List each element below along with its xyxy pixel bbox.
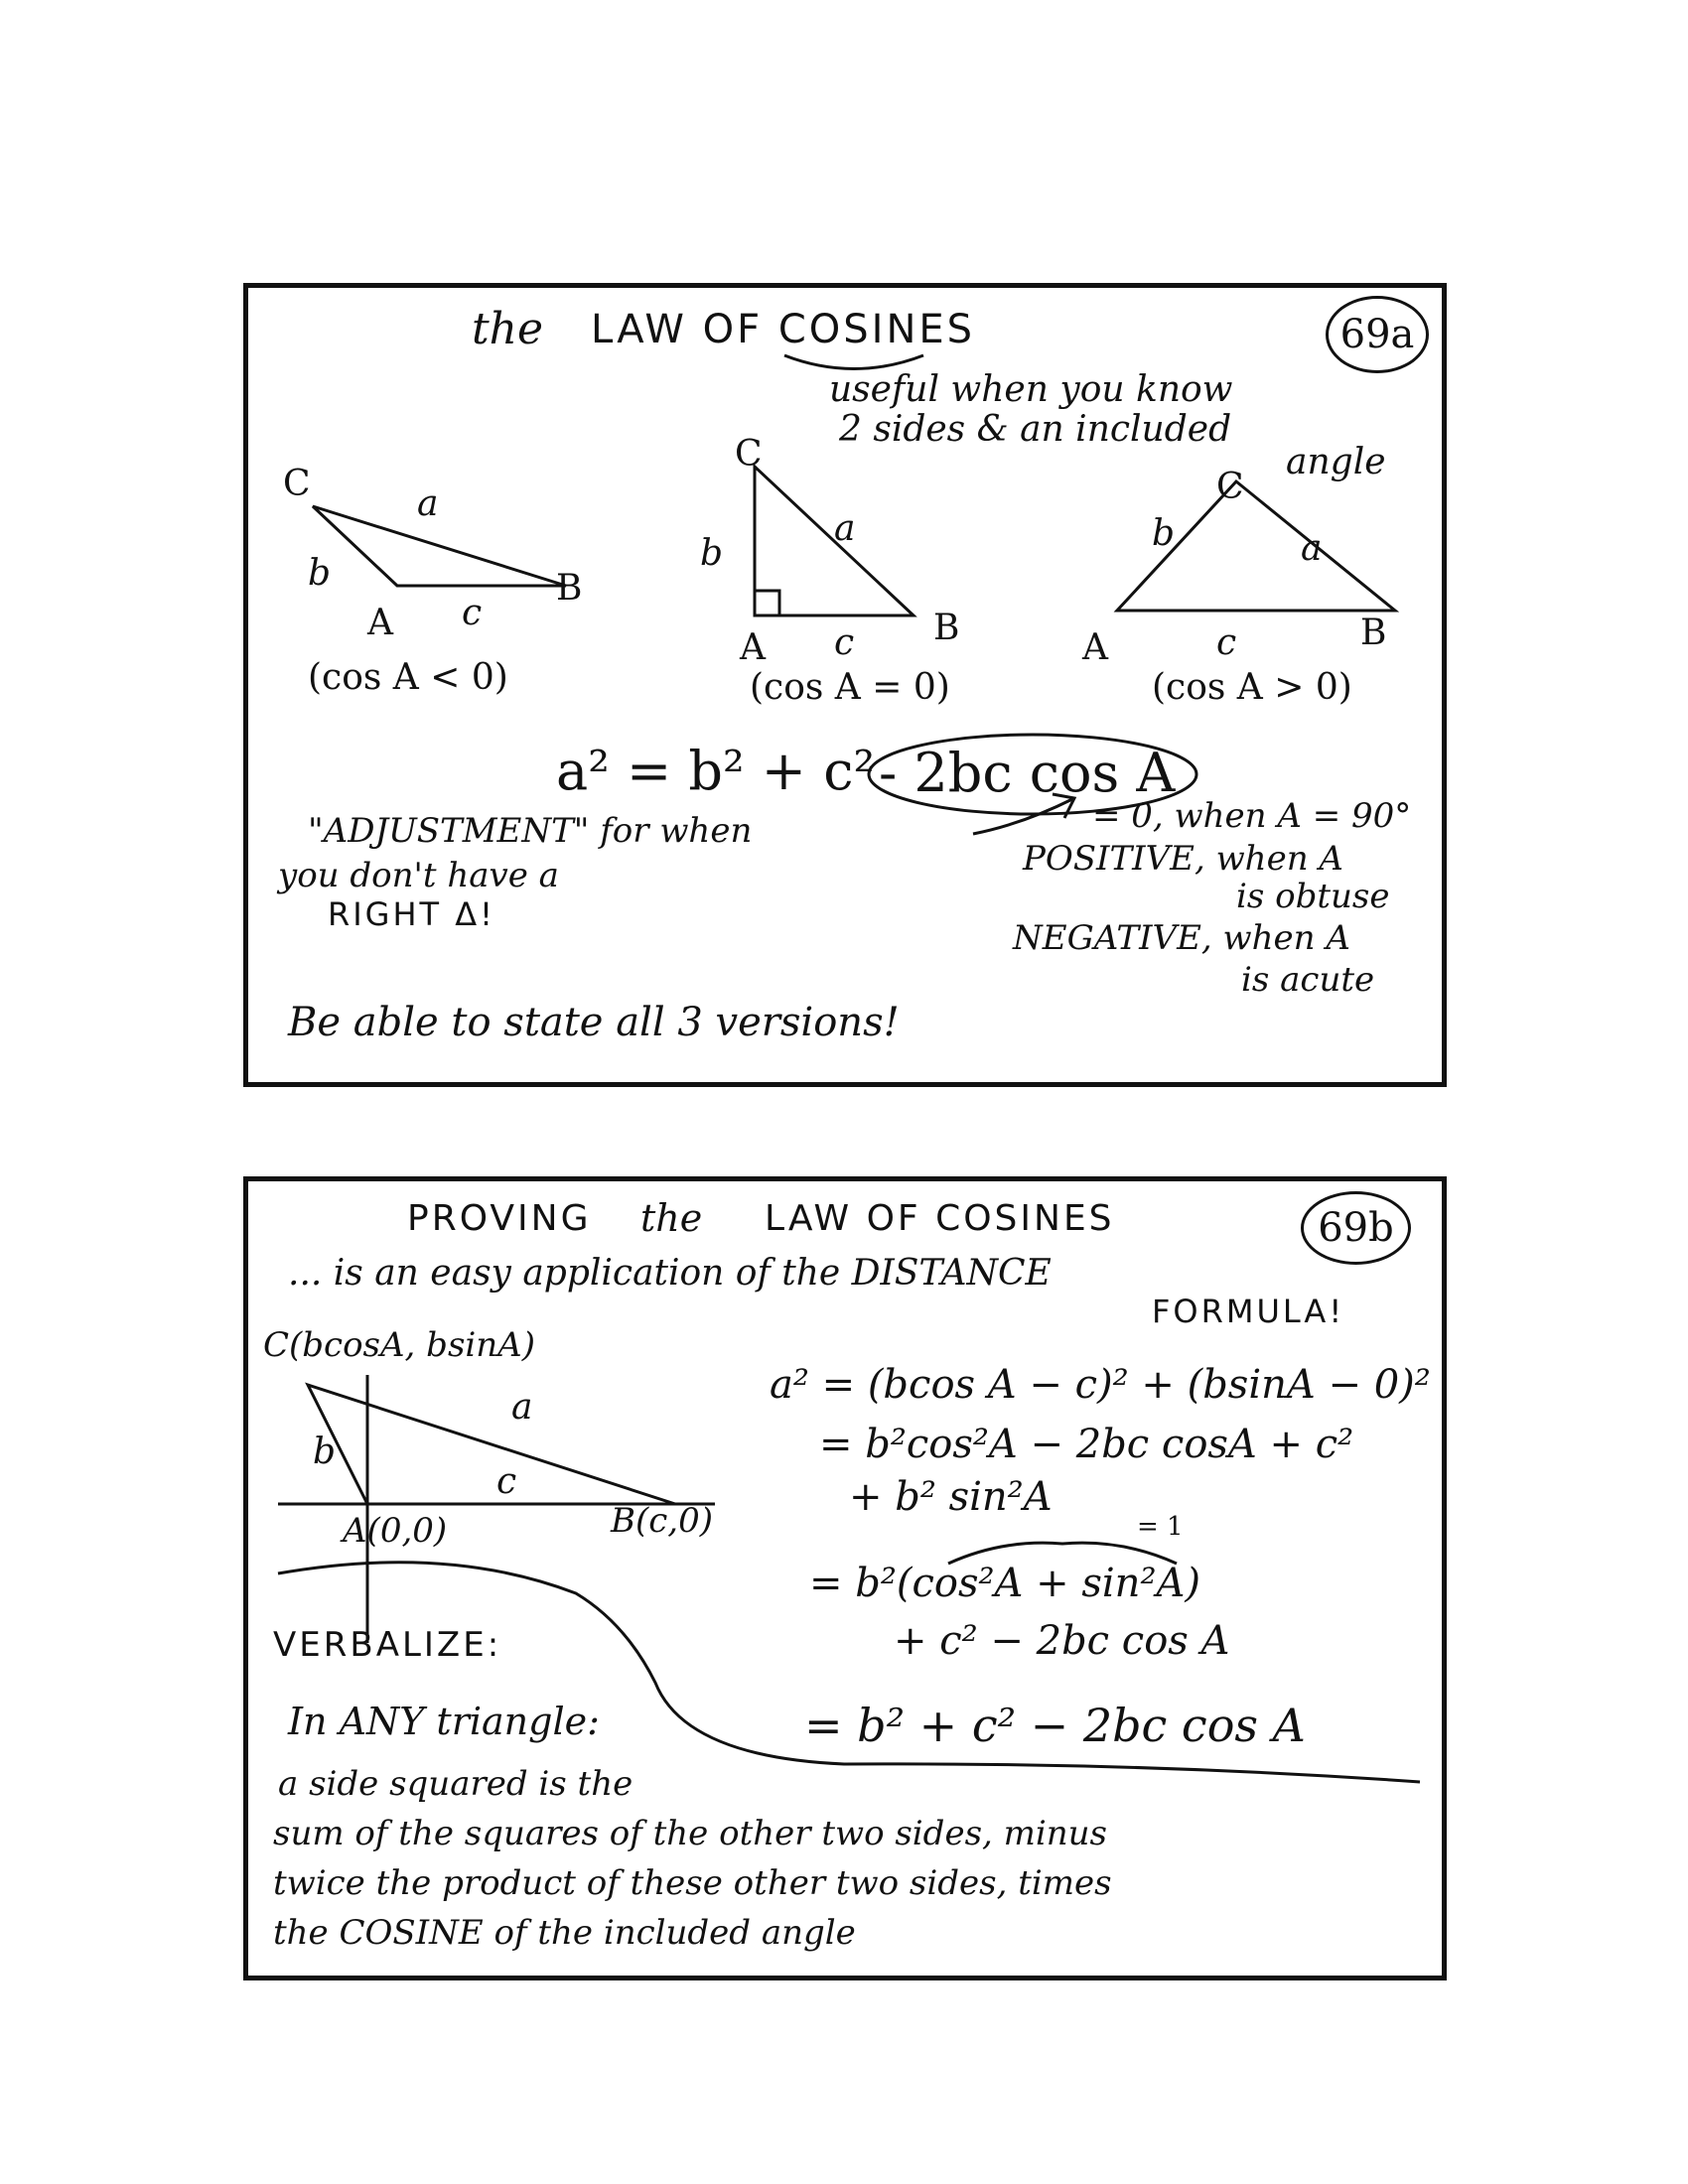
adjustment-note-2: you don't have a [278,856,559,895]
card-title: LAW OF COSINES [591,307,976,352]
any-triangle-label: In ANY triangle: [288,1700,600,1743]
proof-label-a: a [511,1387,533,1428]
underline-stroke [784,355,923,369]
tri1-label-A: A [367,603,393,643]
triangle-obtuse-shape [313,506,566,586]
adjustment-note-1: "ADJUSTMENT" for when [308,811,753,851]
tri1-label-C: C [283,464,311,504]
positive-note-2: is obtuse [1236,877,1390,916]
tri2-label-A: A [740,627,766,668]
tri3-caption: (cos A > 0) [1152,667,1352,708]
adjustment-note-3: RIGHT Δ! [328,895,495,933]
card-number-badge [1326,296,1429,373]
derivation-step-3: + b² sin²A [849,1474,1053,1520]
card-number-badge-b [1301,1191,1411,1265]
point-B-label: B(c,0) [611,1501,713,1541]
tri3-label-B: B [1360,613,1387,653]
divider-stroke [278,1563,1420,1782]
negative-note-1: NEGATIVE, when A [1013,918,1350,958]
title-prefix: the [472,304,544,354]
tri2-label-B: B [933,608,960,648]
formula-adjustment-term: - 2bc cos A [879,742,1176,804]
intro-line-1: ... is an easy application of the DISTANCE [288,1253,1052,1294]
proof-title: LAW OF COSINES [765,1198,1115,1239]
tri1-label-c: c [462,593,483,633]
positive-note-1: POSITIVE, when A [1023,839,1343,879]
verbal-line-2: sum of the squares of the other two sides, minus [273,1814,1107,1853]
point-A-label: A(0,0) [343,1511,448,1551]
tri2-label-C: C [735,434,763,475]
badge-label-b: 69b [1318,1205,1394,1251]
verbalize-heading: VERBALIZE: [273,1625,502,1665]
tri2-label-b: b [700,533,724,574]
derivation-step-1: a² = (bcos A − c)² + (bsinA − 0)² [770,1362,1431,1408]
tri3-label-c: c [1216,622,1237,663]
tri3-label-b: b [1152,513,1176,554]
tri3-label-C: C [1216,467,1244,507]
tri1-label-b: b [308,553,332,594]
negative-note-2: is acute [1241,960,1375,1000]
formula-main: a² = b² + c² [556,740,876,802]
derivation-result: = b² + c² − 2bc cos A [804,1699,1306,1752]
useful-note-2: 2 sides & an included [839,409,1232,450]
badge-label: 69a [1339,312,1415,357]
tri3-label-a: a [1301,528,1323,569]
coordinate-triangle-shape [308,1385,675,1504]
zero-when-right: = 0, when A = 90° [1092,796,1412,836]
footer-instruction: Be able to state all 3 versions! [288,1000,900,1045]
tri1-label-B: B [556,568,583,609]
tri1-caption: (cos A < 0) [308,657,508,698]
card-law-of-cosines [243,283,1447,1087]
derivation-step-5: + c² − 2bc cos A [894,1618,1230,1664]
card-proving-law-of-cosines [243,1176,1447,1980]
proof-title-the: the [640,1196,703,1240]
right-angle-mark [755,591,779,615]
point-C-label: C(bcosA, bsinA) [263,1325,535,1365]
tri2-caption: (cos A = 0) [750,667,950,708]
useful-note-1: useful when you know [829,369,1233,410]
derivation-step-2: = b²cos²A − 2bc cosA + c² [819,1422,1354,1467]
verbal-line-1: a side squared is the [278,1764,633,1804]
useful-note-3: angle [1286,442,1386,482]
arrow-shaft [973,799,1072,834]
verbal-line-3: twice the product of these other two sides, times [273,1863,1112,1903]
tri2-label-c: c [834,622,855,663]
proof-label-b: b [313,1432,337,1472]
proof-label-c: c [496,1461,517,1502]
tri3-label-A: A [1082,627,1108,668]
identity-equals-one: = 1 [1137,1512,1184,1542]
tri1-label-a: a [417,483,439,524]
intro-line-2: FORMULA! [1152,1293,1345,1330]
arrow-to-term [963,784,1102,844]
verbal-line-4: the COSINE of the included angle [273,1913,856,1953]
derivation-step-4: = b²(cos²A + sin²A) [809,1561,1200,1606]
proof-title-prefix: PROVING [407,1198,592,1239]
tri2-label-a: a [834,508,856,549]
